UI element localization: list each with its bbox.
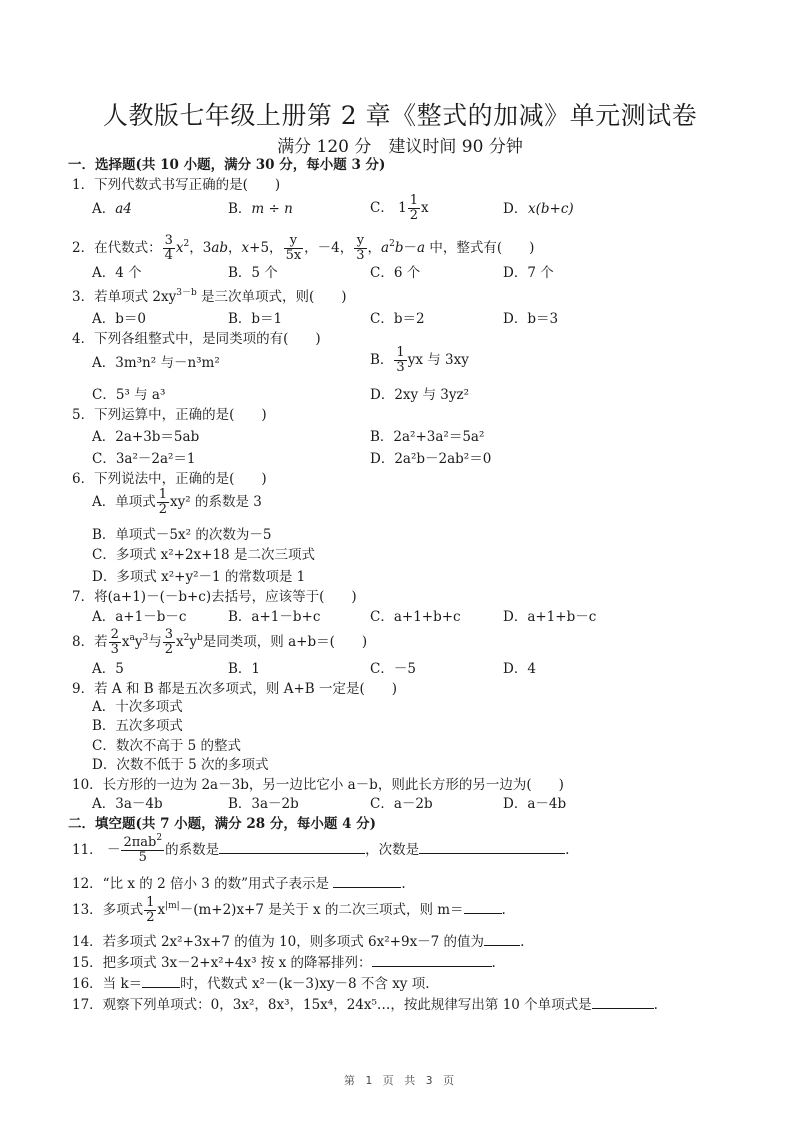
question-7-option-c: C．a+1+b+c [370,609,461,625]
answer-blank[interactable] [464,900,502,914]
question-2-option-a: A．4 个 [92,265,142,281]
question-10-option-c: C．a－2b [370,796,433,812]
question-1-option-d: D． [503,201,528,217]
question-5-option-a: A．2a+3b＝5ab [92,429,200,445]
question-14: 14．若多项式 2x²+3x+7 的值为 10，则多项式 6x²+9x－7 的值为 . [72,934,525,950]
question-1-option-a: A．a4 [92,201,132,217]
question-5-option-d: D．2a²b－2ab²＝0 [370,451,492,467]
exam-title: 人教版七年级上册第 2 章《整式的加减》单元测试卷 [102,101,698,130]
question-4-option-b: B． $\frac{1}{3}$ yx 与 3xy [370,345,469,375]
question-3-option-c: C．b＝2 [370,311,425,327]
question-11: 11． － $\frac{2\pi ab^2}{5}$ 的系数是 ，次数是 . [72,833,570,865]
question-10-option-a: A．3a－4b [92,796,163,812]
question-2-option-c: C．6 个 [370,265,421,281]
question-5-option-c: C．3a²－2a²＝1 [92,451,196,467]
question-16: 16．当 k＝ 时，代数式 x²－(k－3)xy－8 不含 xy 项. [72,976,430,992]
answer-blank[interactable] [592,995,654,1009]
question-3-option-d: D．b＝3 [503,311,559,327]
exam-subtitle: 满分 120 分 建议时间 90 分钟 [277,137,523,157]
question-1-option-b: B．m ÷ n [228,201,293,217]
question-3-stem: 3．若单项式 $2xy^{3-b}$ 是三次单项式，则( ) [72,288,347,305]
question-9-option-b: B．五次多项式 [92,718,183,734]
question-9-option-d: D．次数不低于 5 次的多项式 [92,757,269,773]
answer-blank[interactable] [219,840,365,854]
section-fill-heading: 二．填空题(共 7 小题，满分 28 分，每小题 4 分) [68,816,377,832]
question-6-stem: 6．下列说法中，正确的是( ) [72,471,267,487]
question-1-option-c: C． 1 $\frac{1}{2}$ x [370,193,429,223]
question-5-option-b: B．2a²+3a²＝5a² [370,429,485,445]
question-2-option-b: B．5 个 [228,265,278,281]
question-6-option-b: B．单项式－5x² 的次数为－5 [92,527,272,543]
question-8-option-a: A．5 [92,661,124,677]
question-3-option-a: A．b＝0 [92,311,146,327]
question-12: 12．“比 x 的 2 倍小 3 的数”用式子表示是 . [72,876,406,892]
question-6-option-a: A．单项式 $\frac{1}{2}$ xy² 的系数是 3 [92,487,262,517]
question-4-option-a: A．3m³n² 与－n³m² [92,355,220,371]
question-7-option-b: B．a+1－b+c [228,609,321,625]
question-2-option-d: D．7 个 [503,265,554,281]
question-10-option-d: D．a－4b [503,796,567,812]
question-5-stem: 5．下列运算中，正确的是( ) [72,407,267,423]
question-9-option-a: A．十次多项式 [92,699,183,715]
question-4-option-d: D．2xy 与 3yz² [370,387,469,403]
question-1-option-d-value: x(b+c) [528,201,574,217]
question-3-option-b: B．b＝1 [228,311,283,327]
question-8-option-d: D．4 [503,661,536,677]
question-8-option-b: B．1 [228,661,261,677]
answer-blank[interactable] [419,840,565,854]
question-9-option-c: C．数次不高于 5 的整式 [92,738,242,754]
question-1-stem: 1．下列代数式书写正确的是( ) [72,177,281,193]
question-7-option-a: A．a+1－b－c [92,609,187,625]
question-4-option-c: C．5³ 与 a³ [92,387,166,403]
question-8-stem: 8．若 $\frac{2}{3}$ $x^ay^3$与 $\frac{3}{2}$ $x^2y^b$是同类项，则 a+b＝( ) [72,627,368,657]
question-2-stem: 2．在代数式： $\frac{3}{4}$ $x^2$，3ab，x+5， $\frac{y}{5x}$ ，－4， $\frac{y}{3}$ ，$a^2b-a$ 中，整式有( ) [72,233,535,263]
question-17: 17．观察下列单项式：0，3x²，8x³，15x⁴，24x⁵…，按此规律写出第 10 个单项式是 . [72,997,658,1013]
question-10-option-b: B．3a－2b [228,796,299,812]
question-10-stem: 10．长方形的一边为 2a－3b，另一边比它小 a－b，则此长方形的另一边为( ) [72,777,564,793]
question-6-option-d: D．多项式 x²+y²－1 的常数项是 1 [92,569,306,585]
answer-blank[interactable] [333,874,401,888]
question-9-stem: 9．若 A 和 B 都是五次多项式，则 A+B 一定是( ) [72,681,398,697]
question-7-stem: 7．将(a+1)－(－b+c)去括号，应该等于( ) [72,589,357,605]
page-footer: 第 1 页 共 3 页 [343,1074,457,1087]
answer-blank[interactable] [372,953,492,967]
question-6-option-c: C．多项式 x²+2x+18 是二次三项式 [92,547,315,563]
section-choice-heading: 一．选择题(共 10 小题，满分 30 分，每小题 3 分) [68,157,386,173]
answer-blank[interactable] [484,932,520,946]
question-4-stem: 4．下列各组整式中，是同类项的有( ) [72,331,321,347]
question-13: 13．多项式 $\frac{1}{2}$ $x^{|m|}-(m+2)x+7$ 是关于 x 的二次三项式，则 m＝ . [72,895,506,925]
answer-blank[interactable] [142,974,180,988]
question-7-option-d: D．a+1+b－c [503,609,597,625]
question-8-option-c: C．－5 [370,661,416,677]
question-15: 15．把多项式 3x－2+x²+4x³ 按 x 的降幂排列： . [72,955,496,971]
